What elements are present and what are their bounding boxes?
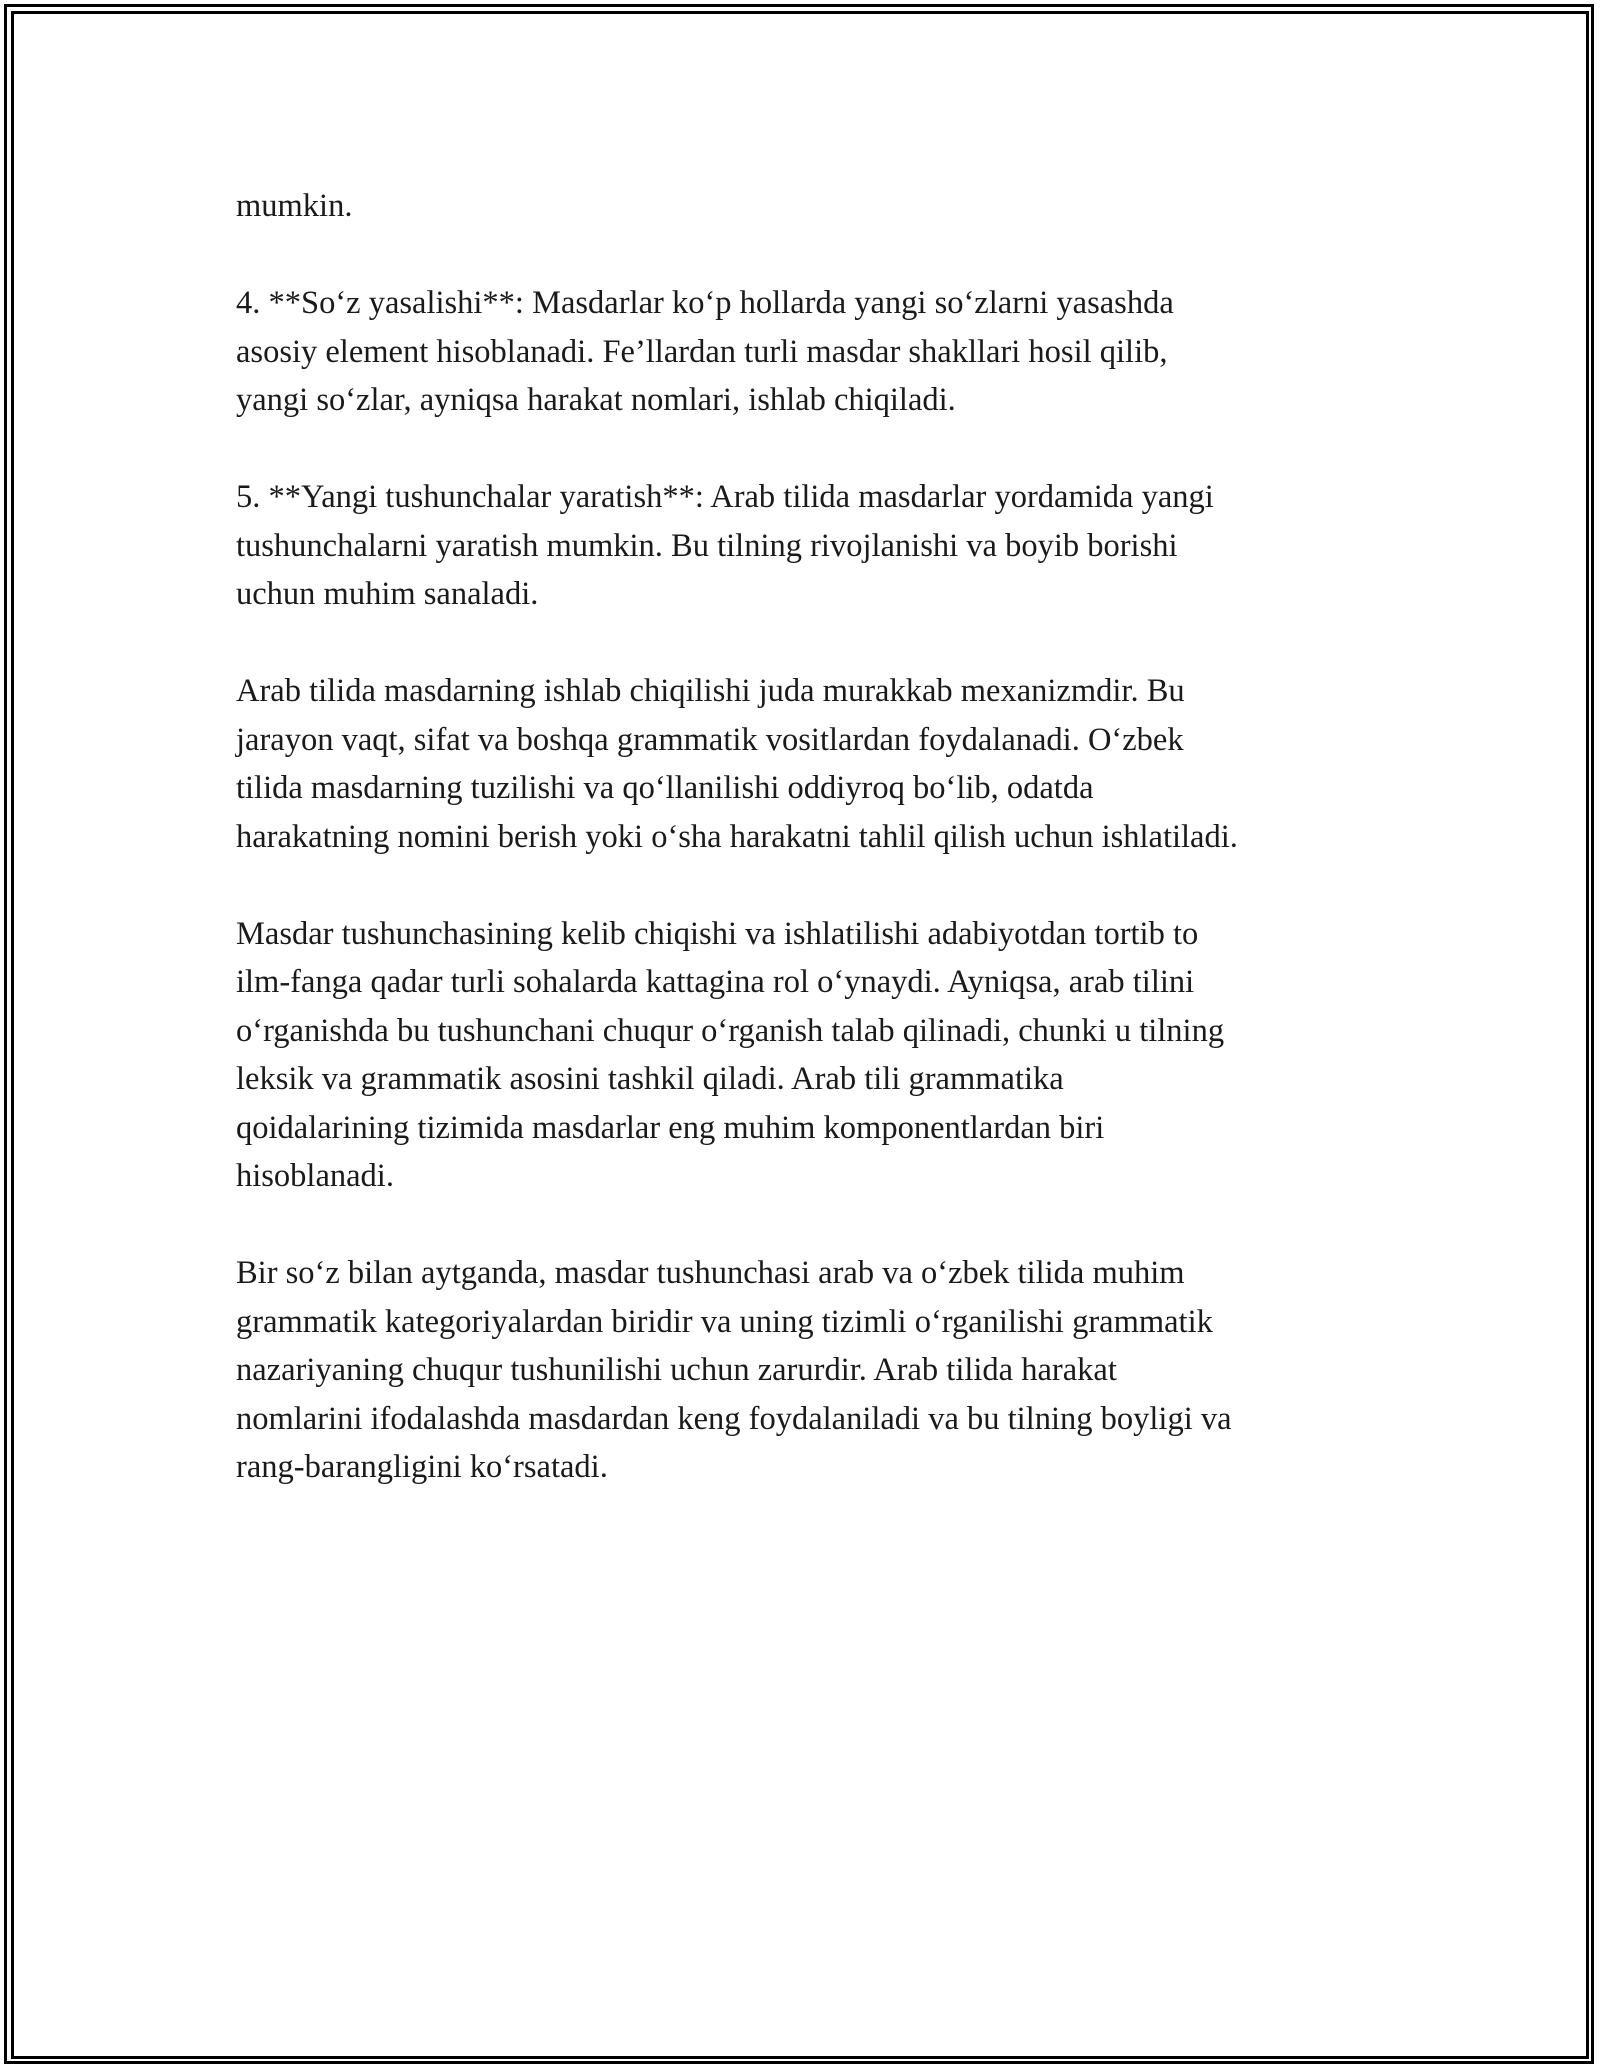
document-body <box>236 182 1406 1540</box>
paragraph-masdar-ishlab-chiqilishi: Arab tilida masdarning ishlab chiqilishi juda murakkab mexanizmdir. Bu jarayon vaqt, sifat va boshqa grammatik vositlardan foydalanadi. O‘zbek tilida masdarning tuzilishi va qo‘llanilishi oddiyroq bo‘lib, odatda harakatning nomini berish yoki o‘sha harakatni tahlil qilish uchun ishlatiladi. <box>236 673 1238 855</box>
paragraph-yangi-tushunchalar: 5. **Yangi tushunchalar yaratish**: Arab tilida masdarlar yordamida yangi tushunchalarni yaratish mumkin. Bu tilning rivojlanishi va boyib borishi uchun muhim sanaladi. <box>236 479 1214 612</box>
paragraph-xulosa: Bir so‘z bilan aytganda, masdar tushunchasi arab va o‘zbek tilida muhim grammatik kategoriyalardan biridir va uning tizimli o‘rganilishi grammatik nazariyaning chuqur tushunilishi uchun zarurdir. Arab tilida harakat nomlarini ifodalashda masdardan keng foydalaniladi va bu tilning boyligi va rang-barangligini ko‘rsatadi. <box>236 1255 1232 1485</box>
paragraph-soz-yasalishi: 4. **So‘z yasalishi**: Masdarlar ko‘p hollarda yangi so‘zlarni yasashda asosiy element hisoblanadi. Fe’llardan turli masdar shakllari hosil qilib, yangi so‘zlar, ayniqsa harakat nomlari, ishlab chiqiladi. <box>236 285 1174 418</box>
paragraph-continuation: mumkin. <box>236 188 353 224</box>
paragraph-masdar-kelib-chiqishi: Masdar tushunchasining kelib chiqishi va ishlatilishi adabiyotdan tortib to ilm-fanga qadar turli sohalarda kattagina rol o‘ynaydi. Ayniqsa, arab tilini o‘rganishda bu tushunchani chuqur o‘rganish talab qilinadi, chunki u tilning leksik va grammatik asosini tashkil qiladi. Arab tili grammatika qoidalarining tizimida masdarlar eng muhim komponentlardan biri hisoblanadi. <box>236 915 1225 1194</box>
